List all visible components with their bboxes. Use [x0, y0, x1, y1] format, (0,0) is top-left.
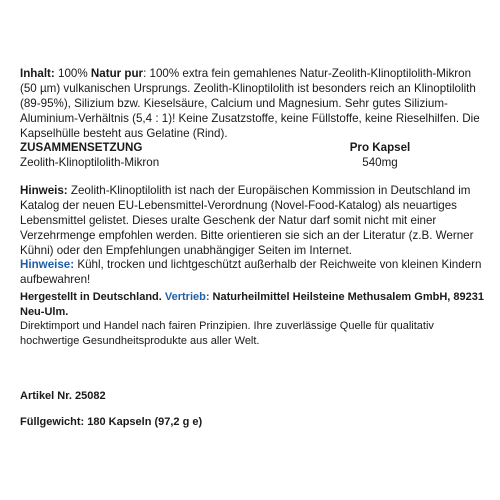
composition-item: Zeolith-Klinoptilolith-Mikron	[20, 156, 160, 169]
ingredients-paragraph	[20, 66, 485, 141]
composition-header-left: ZUSAMMENSETZUNG	[20, 141, 143, 154]
article-number: Artikel Nr. 25082	[20, 390, 106, 402]
storage-paragraph	[20, 257, 485, 287]
ingredients-text: : 100% extra fein gemahlenes Natur-Zeolith-Klinoptilolith-Mikron (50 µm) vulkanischen Ursprungs. Zeolith-Klinoptilolith ist besonders reich an Klinoptilolith (89-95%), Silizium bzw. Kieselsäure, Calcium und Magnesium. Sehr gutes Silizium-Aluminium-Verhältnis (5,4 : 1)! Keine Zusatzstoffe, keine Füllstoffe, keine Rieselhilfen. Die Kapselhülle besteht aus Gelatine (Rind).	[20, 67, 480, 140]
manufacturer-paragraph	[20, 290, 485, 348]
storage-text: Kühl, trocken und lichtgeschützt außerhalb der Reichweite von kleinen Kindern aufbewahren!	[20, 258, 482, 286]
composition-row	[20, 155, 485, 170]
hinweis-paragraph	[20, 183, 485, 258]
storage-label: Hinweise:	[20, 258, 75, 271]
hinweis-label: Hinweis:	[20, 184, 68, 197]
distributor-text: Naturheilmittel Heilsteine Methusalem GmbH, 89231 Neu-Ulm.	[20, 291, 484, 318]
ingredients-label: Inhalt:	[20, 67, 55, 80]
composition-header-row	[20, 140, 485, 155]
hinweis-text: Zeolith-Klinoptilolith ist nach der Europäischen Kommission in Deutschland im Katalog der neuen EU-Lebensmittel-Verordnung (Novel-Food-Katalog) als neuartiges Lebensmittel gelistet. Dieses uralte Geschenk der Natur darf somit nicht mit einer Verzehrmenge empfohlen werden. Bitte orientieren sie sich an der Literatur (z.B. Werner Kühni) oder den Empfehlungen unabhängiger Seiten im Internet.	[20, 184, 474, 257]
ingredients-percent: 100%	[54, 67, 91, 80]
distributor-label: Vertrieb:	[161, 291, 210, 303]
composition-amount: 540mg	[362, 156, 398, 169]
composition-table	[20, 140, 485, 170]
manufacturer-label: Hergestellt in Deutschland.	[20, 291, 162, 303]
fill-weight: Füllgewicht: 180 Kapseln (97,2 g e)	[20, 416, 203, 428]
trade-note: Direktimport und Handel nach fairen Prinzipien. Ihre zuverlässige Quelle für qualitativ hochwertige Gesundheitsprodukte aus aller Welt.	[20, 320, 434, 347]
composition-header-right: Pro Kapsel	[349, 141, 411, 154]
natur-pur-label: Natur pur	[90, 67, 144, 80]
